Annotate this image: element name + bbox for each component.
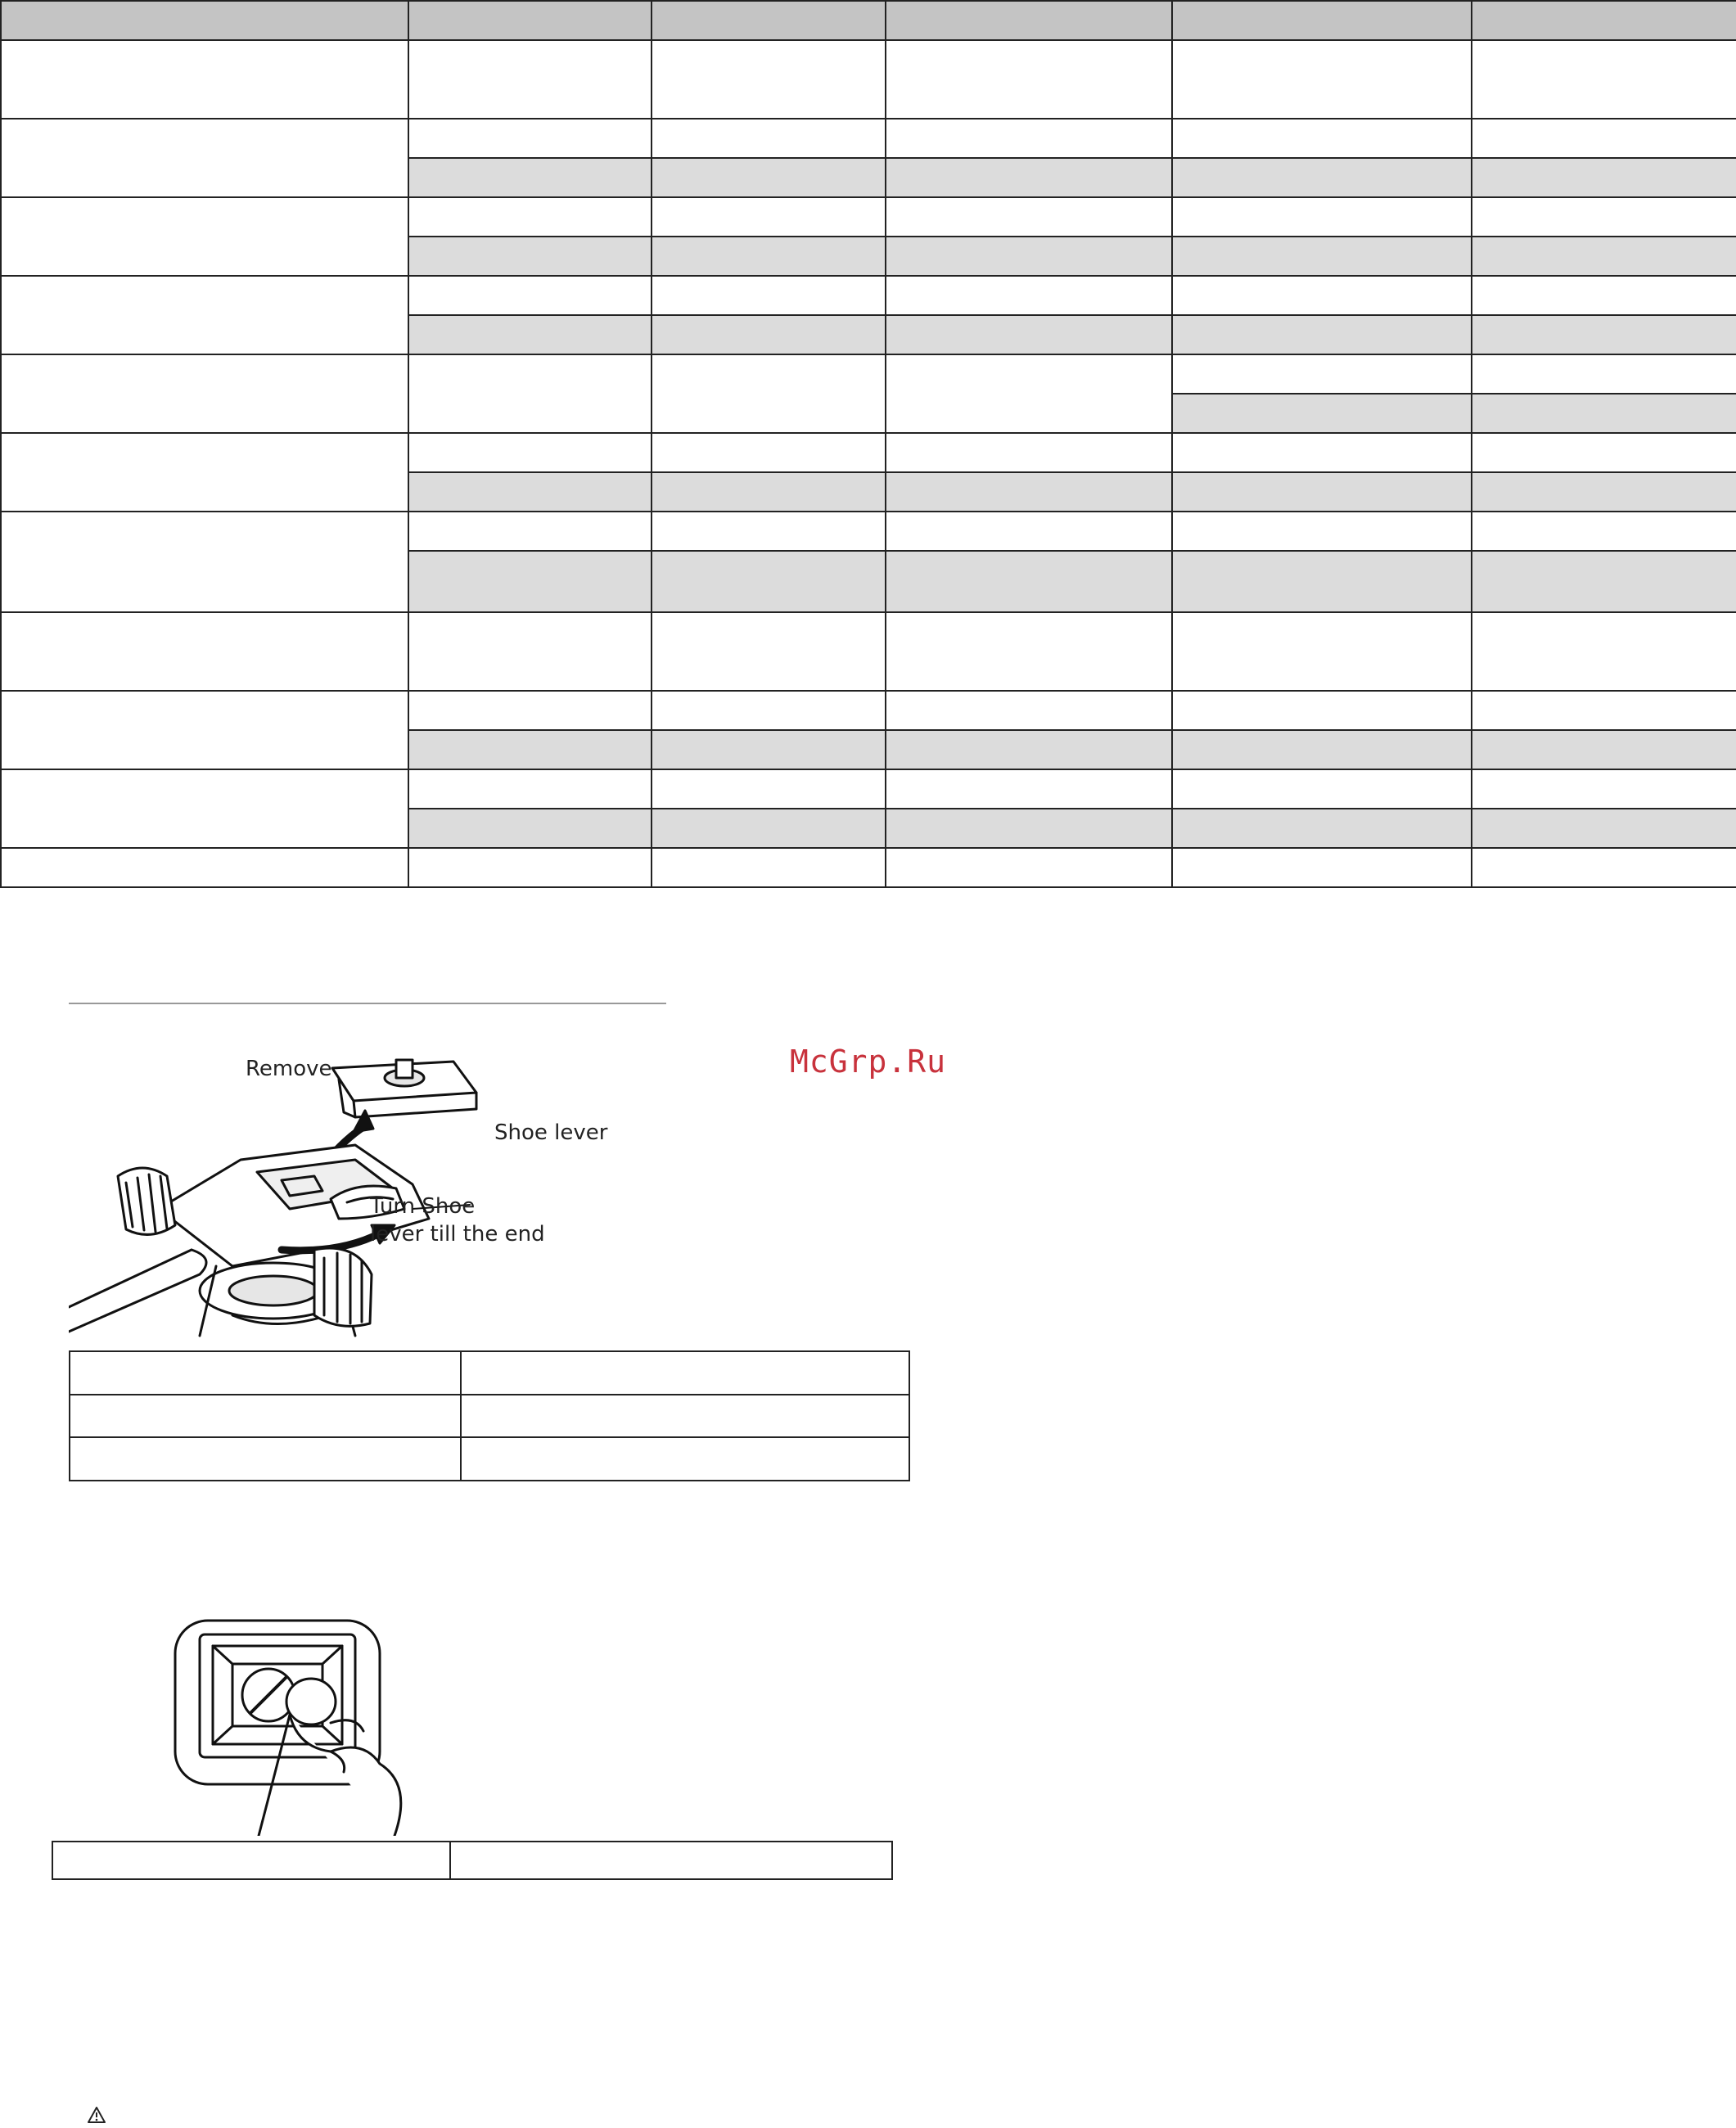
table-cell <box>886 809 1172 848</box>
table-cell <box>1172 158 1472 197</box>
remove-callout: Remove <box>246 1057 332 1081</box>
table-cell <box>886 197 1172 237</box>
table-row <box>1 769 1736 809</box>
table-cell <box>886 472 1172 512</box>
table-cell <box>886 315 1172 354</box>
table-cell <box>652 691 886 730</box>
table-row <box>1 691 1736 730</box>
caption-row <box>52 1842 892 1879</box>
table-row <box>1 612 1736 691</box>
header-cell <box>1172 1 1472 40</box>
table-cell <box>1472 512 1736 551</box>
row-label-cell <box>1 119 408 197</box>
table-cell <box>408 769 652 809</box>
table-cell <box>886 276 1172 315</box>
turn-shoe-callout-line2: lever till the end <box>370 1222 545 1247</box>
table-cell <box>408 315 652 354</box>
table-cell <box>652 848 886 887</box>
spec-table <box>0 0 1736 888</box>
caption-row <box>70 1395 909 1438</box>
table-cell <box>1472 354 1736 394</box>
row-label-cell <box>1 197 408 276</box>
table-cell <box>1472 158 1736 197</box>
table-cell <box>408 354 652 433</box>
caption-row <box>70 1437 909 1481</box>
caption-cell <box>461 1437 909 1481</box>
table-cell <box>1172 848 1472 887</box>
table-cell <box>886 551 1172 612</box>
table-cell <box>408 848 652 887</box>
table-cell <box>1172 769 1472 809</box>
table-cell <box>652 730 886 769</box>
table-cell <box>1472 237 1736 276</box>
table-cell <box>652 315 886 354</box>
table-cell <box>652 512 886 551</box>
table-cell <box>1172 197 1472 237</box>
watermark: McGrp.Ru <box>790 1044 947 1080</box>
screw-adjust-figure <box>69 1608 471 1836</box>
table-cell <box>1472 551 1736 612</box>
table-row <box>1 40 1736 119</box>
table-cell <box>652 809 886 848</box>
table-cell <box>408 512 652 551</box>
table-cell <box>886 691 1172 730</box>
table-cell <box>408 551 652 612</box>
table-cell <box>1172 472 1472 512</box>
table-cell <box>652 472 886 512</box>
table-row <box>1 119 1736 158</box>
table-row <box>1 512 1736 551</box>
table-cell <box>1172 612 1472 691</box>
header-cell <box>652 1 886 40</box>
warning-triangle-icon <box>87 2106 106 2124</box>
table-cell <box>886 40 1172 119</box>
table-cell <box>408 809 652 848</box>
table-cell <box>1472 315 1736 354</box>
table-cell <box>408 119 652 158</box>
figure1-caption-table <box>69 1350 910 1481</box>
table-cell <box>886 354 1172 433</box>
table-cell <box>652 119 886 158</box>
tripod-shoe-figure <box>69 1003 666 1344</box>
table-cell <box>886 512 1172 551</box>
table-cell <box>1472 809 1736 848</box>
header-cell <box>408 1 652 40</box>
table-cell <box>1172 433 1472 472</box>
table-cell <box>1172 730 1472 769</box>
table-cell <box>652 276 886 315</box>
table-cell <box>1172 40 1472 119</box>
table-cell <box>1472 472 1736 512</box>
table-cell <box>886 730 1172 769</box>
table-cell <box>886 237 1172 276</box>
caption-cell <box>450 1842 892 1879</box>
table-cell <box>886 848 1172 887</box>
row-label-cell <box>1 612 408 691</box>
caption-cell <box>70 1437 461 1481</box>
table-cell <box>886 769 1172 809</box>
row-label-cell <box>1 354 408 433</box>
header-cell <box>1472 1 1736 40</box>
caption-cell <box>461 1395 909 1438</box>
table-row <box>1 197 1736 237</box>
table-cell <box>1472 276 1736 315</box>
row-label-cell <box>1 691 408 769</box>
table-cell <box>652 769 886 809</box>
table-cell <box>652 433 886 472</box>
table-cell <box>408 158 652 197</box>
table-cell <box>886 433 1172 472</box>
table-cell <box>1472 691 1736 730</box>
table-header-row <box>1 1 1736 40</box>
turn-shoe-callout-line1: Turn Shoe <box>370 1194 476 1219</box>
table-cell <box>1472 394 1736 433</box>
caption-cell <box>70 1351 461 1395</box>
table-cell <box>1472 433 1736 472</box>
table-cell <box>1172 691 1472 730</box>
row-label-cell <box>1 433 408 512</box>
coin-screw-illustration <box>69 1608 471 1836</box>
table-cell <box>408 197 652 237</box>
table-cell <box>652 354 886 433</box>
table-row <box>1 354 1736 394</box>
table-cell <box>408 433 652 472</box>
table-cell <box>1172 315 1472 354</box>
table-cell <box>652 612 886 691</box>
table-cell <box>1172 354 1472 394</box>
table-cell <box>1172 809 1472 848</box>
table-cell <box>1172 512 1472 551</box>
table-cell <box>1472 730 1736 769</box>
caption-cell <box>461 1351 909 1395</box>
table-row <box>1 276 1736 315</box>
table-cell <box>1472 197 1736 237</box>
figure2-caption-table <box>52 1841 893 1880</box>
table-cell <box>408 40 652 119</box>
tripod-head-illustration <box>69 1004 666 1342</box>
table-cell <box>1472 40 1736 119</box>
table-cell <box>1472 119 1736 158</box>
row-label-cell <box>1 512 408 612</box>
table-cell <box>1472 769 1736 809</box>
shoe-lever-callout: Shoe lever <box>494 1120 608 1145</box>
table-cell <box>408 612 652 691</box>
table-cell <box>408 237 652 276</box>
table-cell <box>652 40 886 119</box>
table-cell <box>1 40 408 119</box>
caption-row <box>70 1351 909 1395</box>
table-row <box>1 848 1736 887</box>
table-cell <box>1172 237 1472 276</box>
row-label-cell <box>1 848 408 887</box>
header-cell <box>1 1 408 40</box>
table-cell <box>1172 394 1472 433</box>
row-label-cell <box>1 276 408 354</box>
table-cell <box>886 119 1172 158</box>
table-cell <box>408 276 652 315</box>
table-cell <box>652 237 886 276</box>
table-cell <box>408 691 652 730</box>
caption-cell <box>70 1395 461 1438</box>
table-cell <box>1172 276 1472 315</box>
caption-cell <box>52 1842 450 1879</box>
table-cell <box>652 158 886 197</box>
table-cell <box>1172 119 1472 158</box>
table-cell <box>1172 551 1472 612</box>
table-cell <box>408 730 652 769</box>
table-cell <box>886 612 1172 691</box>
table-row <box>1 433 1736 472</box>
table-cell <box>652 551 886 612</box>
table-cell <box>886 158 1172 197</box>
table-cell <box>1472 612 1736 691</box>
row-label-cell <box>1 769 408 848</box>
table-cell <box>408 472 652 512</box>
table-cell <box>1472 848 1736 887</box>
header-cell <box>886 1 1172 40</box>
table-cell <box>652 197 886 237</box>
